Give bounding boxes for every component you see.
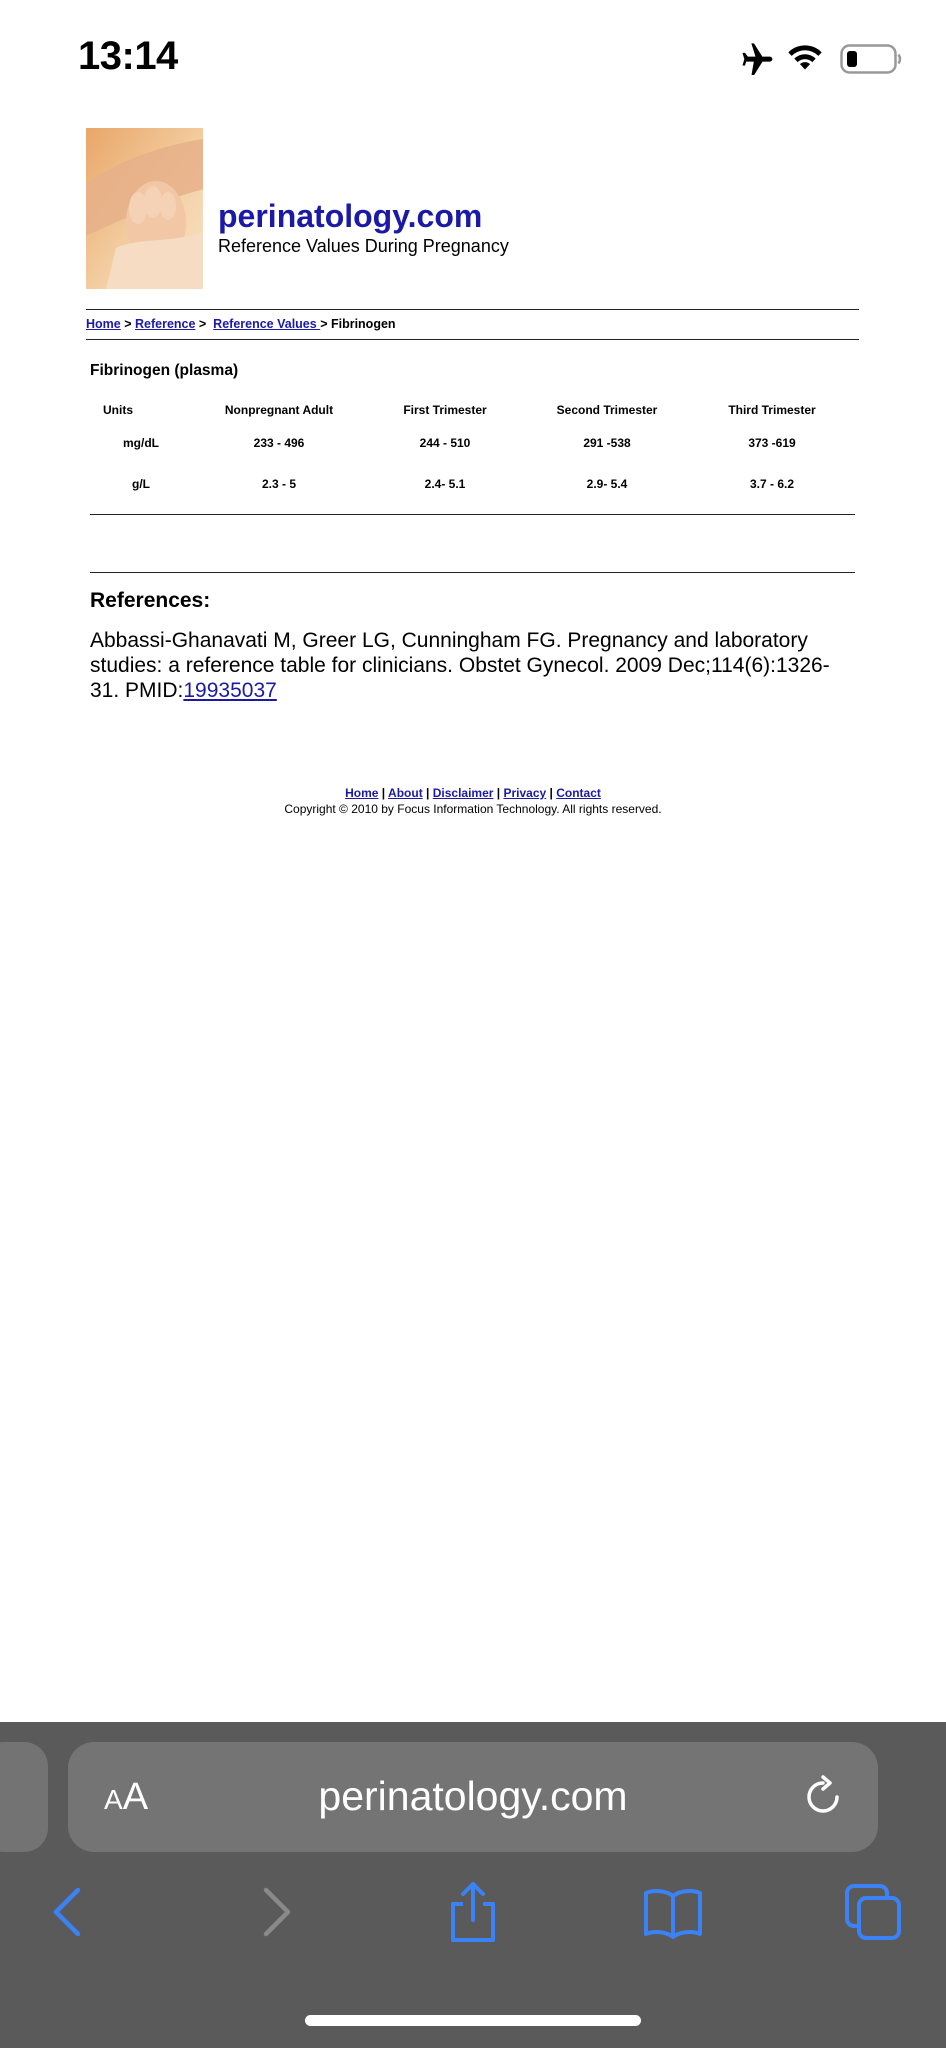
forward-icon[interactable] <box>244 1882 304 1942</box>
pmid-link[interactable]: 19935037 <box>183 679 277 702</box>
site-name[interactable]: perinatology.com <box>218 198 483 234</box>
footer-separator: | <box>493 786 504 800</box>
table-cell: mg/dL <box>123 436 159 450</box>
footer-home-link[interactable]: Home <box>345 786 379 800</box>
baby-hand-photo <box>86 128 203 289</box>
airplane-icon <box>734 40 774 80</box>
breadcrumb-reference-values-link[interactable]: Reference Values <box>213 317 321 331</box>
wifi-icon <box>785 40 825 74</box>
bookmarks-icon[interactable] <box>643 1882 703 1942</box>
table-cell: 2.4- 5.1 <box>424 477 466 491</box>
footer-links <box>0 786 946 800</box>
table-cell: 233 - 496 <box>253 436 305 450</box>
breadcrumb-home-link[interactable]: Home <box>86 317 121 331</box>
breadcrumb-separator: > <box>195 317 210 331</box>
footer-disclaimer-link[interactable]: Disclaimer <box>432 786 494 800</box>
copyright-text: Copyright © 2010 by Focus Information Technology. All rights reserved. <box>284 802 662 816</box>
reload-icon[interactable] <box>800 1774 846 1820</box>
address-bar-url[interactable]: perinatology.com <box>318 1773 628 1819</box>
breadcrumb-separator: > <box>120 317 135 331</box>
footer-privacy-link[interactable]: Privacy <box>503 786 547 800</box>
references-top-divider <box>90 572 855 573</box>
references-heading: References: <box>90 589 211 612</box>
table-cell: 373 -619 <box>748 436 796 450</box>
tabs-icon[interactable] <box>843 1882 903 1942</box>
breadcrumb-current: Fibrinogen <box>330 317 396 331</box>
aa-small-glyph: A <box>104 1784 123 1815</box>
site-tagline: Reference Values During Pregnancy <box>218 236 509 256</box>
aa-large-glyph: A <box>122 1776 149 1818</box>
safari-toolbar <box>0 1722 946 2048</box>
table-cell: 2.3 - 5 <box>261 477 297 491</box>
table-cell: 3.7 - 6.2 <box>749 477 795 491</box>
footer-separator: | <box>422 786 433 800</box>
table-header: Units <box>103 403 133 417</box>
reference-citation <box>90 628 850 703</box>
breadcrumb-reference-link[interactable]: Reference <box>134 317 196 331</box>
table-bottom-divider <box>90 514 855 515</box>
table-cell: 244 - 510 <box>419 436 471 450</box>
table-cell: 291 -538 <box>583 436 631 450</box>
section-title: Fibrinogen (plasma) <box>90 362 239 379</box>
battery-icon <box>840 44 902 74</box>
footer-about-link[interactable]: About <box>388 786 423 800</box>
status-bar <box>0 0 946 110</box>
table-cell: g/L <box>132 477 150 491</box>
table-cell: 2.9- 5.4 <box>586 477 628 491</box>
breadcrumb-separator: > <box>320 317 331 331</box>
share-icon[interactable] <box>443 1882 503 1942</box>
footer-contact-link[interactable]: Contact <box>556 786 601 800</box>
table-header: Second Trimester <box>556 403 658 417</box>
status-time: 13:14 <box>78 34 178 78</box>
breadcrumb <box>86 317 396 331</box>
home-indicator[interactable] <box>305 2015 641 2026</box>
footer-separator: | <box>378 786 389 800</box>
citation-text: Abbassi-Ghanavati M, Greer LG, Cunningham FG. Pregnancy and laboratory studies: a reference table for clinicians. Obstet Gynecol. 2009 Dec;114(6):1326-31. PMID: <box>90 629 830 702</box>
breadcrumb-bottom-divider <box>86 339 859 340</box>
back-icon[interactable] <box>40 1882 100 1942</box>
table-header: Nonpregnant Adult <box>224 403 334 417</box>
table-header: First Trimester <box>403 403 487 417</box>
table-header: Third Trimester <box>728 403 816 417</box>
footer-separator: | <box>546 786 557 800</box>
breadcrumb-top-divider <box>86 309 859 310</box>
